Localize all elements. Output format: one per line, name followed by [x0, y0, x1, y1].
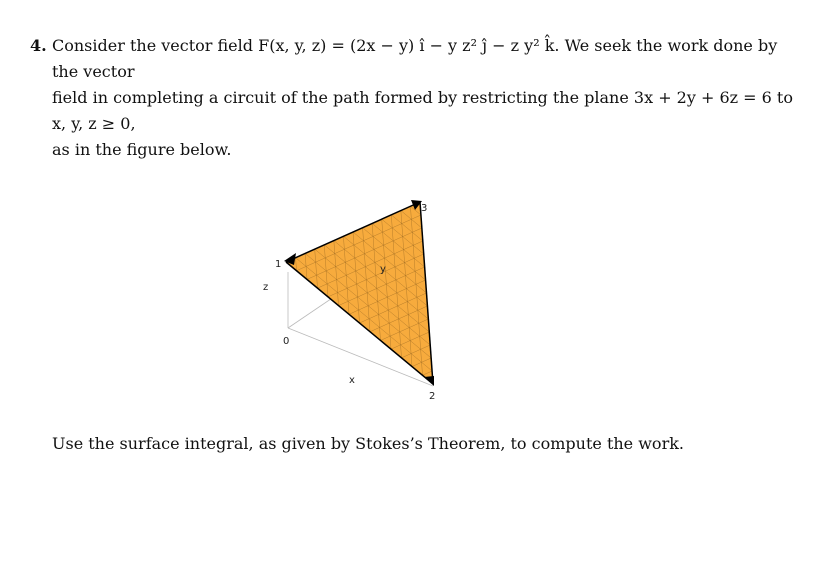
y-axis-label: y: [380, 264, 386, 275]
y-tick-label: 3: [421, 203, 428, 214]
origin-tick-label: 0: [283, 336, 290, 347]
problem-number: 4.: [30, 36, 47, 55]
problem-line-2: field in completing a circuit of the path formed by restricting the plane 3x + 2y + 6z = 6 to x, y, z ≥ 0,: [52, 88, 793, 133]
problem-line-1: Consider the vector field F(x, y, z) = (2x − y) î − y z² ĵ − z y² k̂. We seek the work done by the vector: [52, 36, 778, 81]
problem-line-3: as in the figure below.: [52, 140, 232, 159]
z-axis-label: z: [263, 282, 269, 293]
plane-figure: [250, 190, 470, 410]
z-tick-label: 1: [275, 259, 282, 270]
x-tick-label: 2: [429, 391, 436, 402]
problem-statement: [30, 33, 795, 163]
x-axis-label: x: [349, 375, 355, 386]
arrow-head-z: [284, 253, 296, 265]
conclusion-text: Use the surface integral, as given by Stokes’s Theorem, to compute the work.: [52, 434, 684, 453]
